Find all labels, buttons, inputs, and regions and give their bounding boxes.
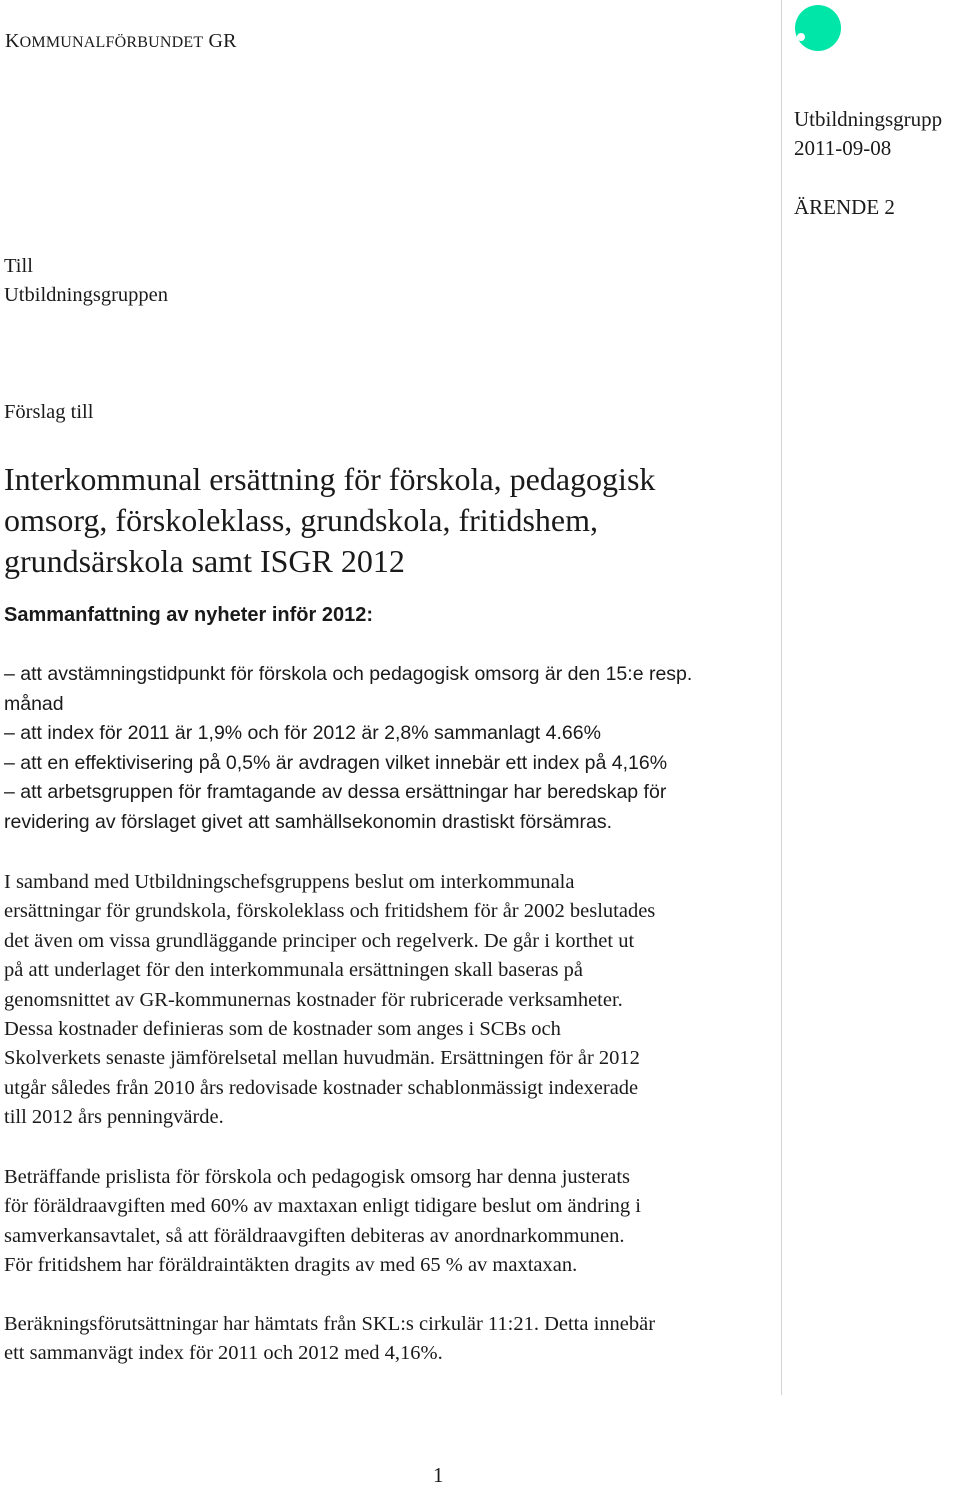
summary-list [4, 660, 692, 838]
org-initial: K [5, 30, 20, 52]
paragraph-line: Dessa kostnader definieras som de kostnader som anges i SCBs och [4, 1018, 561, 1041]
title-line: omsorg, förskoleklass, grundskola, fritidshem, [4, 502, 599, 538]
item-number: ÄRENDE 2 [794, 195, 895, 219]
summary-line: – att arbetsgruppen för framtagande av dessa ersättningar har beredskap för [4, 781, 667, 804]
paragraph-line: genomsnittet av GR-kommunernas kostnader för rubricerade verksamheter. [4, 988, 623, 1011]
paragraph-calculation [4, 1310, 655, 1369]
summary-line: revidering av förslaget givet att samhällsekonomin drastiskt försämras. [4, 810, 613, 833]
gr-logo-icon [795, 5, 841, 51]
document-date: 2011-09-08 [794, 136, 892, 160]
org-suffix: GR [208, 30, 237, 52]
summary-line: – att en effektivisering på 0,5% är avdragen vilket innebär ett index på 4,16% [4, 751, 668, 774]
paragraph-line: ett sammanvägt index för 2011 och 2012 med 4,16%. [4, 1342, 443, 1365]
organization-name [5, 30, 237, 53]
paragraph-background [4, 868, 655, 1133]
addressee-group: Utbildningsgruppen [4, 284, 168, 306]
group-name: Utbildningsgrupp [794, 107, 943, 131]
summary-line: – att index för 2011 är 1,9% och för 2012 är 2,8% sammanlagt 4.66% [4, 722, 601, 745]
paragraph-line: på att underlaget för den interkommunala ersättningen skall baseras på [4, 959, 583, 982]
summary-line: månad [4, 692, 64, 715]
paragraph-line: samverkansavtalet, så att föräldraavgiften debiteras av anordnarkommunen. [4, 1224, 625, 1247]
paragraph-line: det även om vissa grundläggande principer och regelverk. De går i korthet ut [4, 929, 635, 952]
margin-rule [781, 0, 782, 1395]
title-line: Interkommunal ersättning för förskola, pedagogisk [4, 461, 656, 497]
paragraph-line: För fritidshem har föräldraintäkten dragits av med 65 % av maxtaxan. [4, 1254, 578, 1277]
paragraph-line: I samband med Utbildningschefsgruppens beslut om interkommunala [4, 871, 575, 893]
paragraph-line: för föräldraavgiften med 60% av maxtaxan enligt tidigare beslut om ändring i [4, 1195, 642, 1218]
addressee-to: Till [4, 255, 33, 277]
page-number: 1 [433, 1463, 444, 1487]
proposal-label: Förslag till [4, 401, 94, 423]
title-line: grundsärskola samt ISGR 2012 [4, 543, 405, 579]
summary-heading: Sammanfattning av nyheter inför 2012: [4, 604, 373, 626]
paragraph-line: ersättningar för grundskola, förskoleklass och fritidshem för år 2002 beslutades [4, 900, 656, 923]
paragraph-line: Beträffande prislista för förskola och pedagogisk omsorg har denna justerats [4, 1166, 631, 1188]
document-title [4, 459, 655, 582]
paragraph-line: Skolverkets senaste jämförelsetal mellan huvudmän. Ersättningen för år 2012 [4, 1047, 640, 1070]
paragraph-line: utgår således från 2010 års redovisade kostnader schablonmässigt indexerade [4, 1076, 639, 1099]
logo-dot [797, 33, 805, 41]
paragraph-pricelist [4, 1163, 641, 1281]
paragraph-line: till 2012 års penningvärde. [4, 1106, 224, 1129]
paragraph-line: Beräkningsförutsättningar har hämtats från SKL:s cirkulär 11:21. Detta innebär [4, 1313, 656, 1335]
summary-line: – att avstämningstidpunkt för förskola och pedagogisk omsorg är den 15:e resp. [4, 663, 693, 685]
org-name-rest: OMMUNALFÖRBUNDET [19, 34, 204, 51]
